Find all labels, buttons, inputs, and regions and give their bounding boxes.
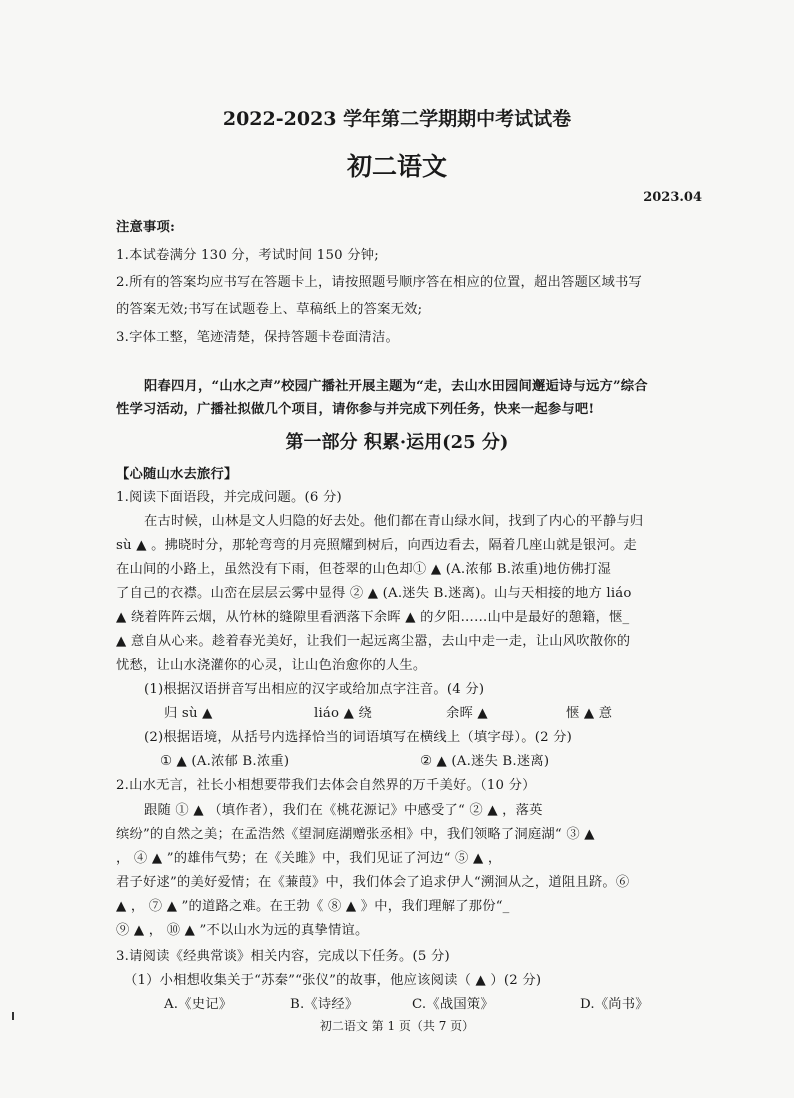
passage-line: 在山间的小路上，虽然没有下雨，但苍翠的山色却① ▲ (A.浓郁 B.浓重)地仿佛打湿 [116,562,612,577]
passage-line: 忧愁，让山水浇灌你的心灵，让山色治愈你的人生。 [116,658,427,673]
notice-item: 的答案无效;书写在试题卷上、草稿纸上的答案无效; [116,302,423,317]
question-2-line: ▲ ， ⑦ ▲ ”的道路之难。在王勃《 ⑧ ▲ 》中，我们理解了那份“_ [116,899,510,914]
option: B.《诗经》 [290,997,359,1012]
question-1-sub1: (1)根据汉语拼音写出相应的汉字或给加点字注音。(4 分) [144,682,485,697]
page-footer: 初二语文 第 1 页（共 7 页） [319,1019,475,1033]
question-2-line: ⑨ ▲ ， ⑩ ▲ ”不以山水为远的真挚情谊。 [116,923,369,938]
question-2-line: 跟随 ① ▲ （填作者），我们在《桃花源记》中感受了“ ② ▲ ，落英 [144,803,543,818]
question-3-sub1: （1）小相想收集关于“苏秦”“张仪”的故事，他应该阅读（ ▲ ）(2 分) [124,973,542,988]
exam-date: 2023.04 [643,190,702,205]
passage-line: 了自己的衣襟。山峦在层层云雾中显得 ② ▲ (A.迷失 B.迷离)。山与天相接的地方 liáo [116,586,632,601]
option: A.《史记》 [164,997,233,1012]
question-3-stem: 3.请阅读《经典常谈》相关内容，完成以下任务。(5 分) [116,949,450,964]
subject-title: 初二语文 [346,152,447,181]
subsection-heading: 【心随山水去旅行】 [116,467,238,482]
answer-blank: ① ▲ (A.浓郁 B.浓重) [160,754,290,769]
passage-line: sù ▲ 。拂晓时分，那轮弯弯的月亮照耀到树后，向西边看去，隔着几座山就是银河。走 [116,538,637,553]
question-1-sub2: (2)根据语境，从括号内选择恰当的词语填写在横线上（填字母）。(2 分) [144,730,573,745]
intro-line: 阳春四月，“山水之声”校园广播社开展主题为“走，去山水田园间邂逅诗与远方”综合 [144,379,648,394]
notice-heading: 注意事项: [116,220,176,235]
answer-blank: 余晖 ▲ [446,706,488,721]
section-heading: 第一部分 积累·运用(25 分) [285,432,509,453]
question-2-line: 君子好逑”的美好爱情；在《蒹葭》中，我们体会了追求伊人“溯洄从之，道阻且跻。⑥ [116,875,630,890]
notice-item: 2.所有的答案均应书写在答题卡上，请按照题号顺序答在相应的位置，超出答题区域书写 [116,275,642,290]
question-2-line: 缤纷”的自然之美；在孟浩然《望洞庭湖赠张丞相》中，我们领略了洞庭湖“ ③ ▲ [116,827,595,842]
passage-line: ▲ 绕着阵阵云烟，从竹林的缝隙里看洒落下余晖 ▲ 的夕阳……山中是最好的憩籍，惬_ [116,610,630,625]
notice-item: 3.字体工整，笔迹清楚，保持答题卡卷面清洁。 [116,330,400,345]
exam-title: 2022-2023 学年第二学期期中考试试卷 [222,108,572,130]
passage-line: 在古时候，山林是文人归隐的好去处。他们都在青山绿水间，找到了内心的平静与归 [144,514,644,529]
question-2-stem: 2.山水无言，社长小相想要带我们去体会自然界的万千美好。（10 分） [116,778,536,793]
answer-blank: 惬 ▲ 意 [566,706,613,721]
question-2-line: ， ④ ▲ ”的雄伟气势；在《关雎》中，我们见证了河边“ ⑤ ▲ ， [116,851,502,866]
option: D.《尚书》 [580,997,649,1012]
notice-item: 1.本试卷满分 130 分，考试时间 150 分钟; [116,248,379,263]
answer-blank: 归 sù ▲ [164,706,213,721]
scan-mark [12,1012,14,1020]
passage-line: ▲ 意自从心来。趁着春光美好，让我们一起远离尘嚣，去山中走一走，让山风吹散你的 [116,634,631,649]
option: C.《战国策》 [412,997,494,1012]
answer-blank: ② ▲ (A.迷失 B.迷离) [420,754,550,769]
answer-blank: liáo ▲ 绕 [314,706,373,721]
intro-line: 性学习活动，广播社拟做几个项目，请你参与并完成下列任务，快来一起参与吧! [116,402,595,417]
question-1-stem: 1.阅读下面语段，并完成问题。(6 分) [116,490,342,505]
